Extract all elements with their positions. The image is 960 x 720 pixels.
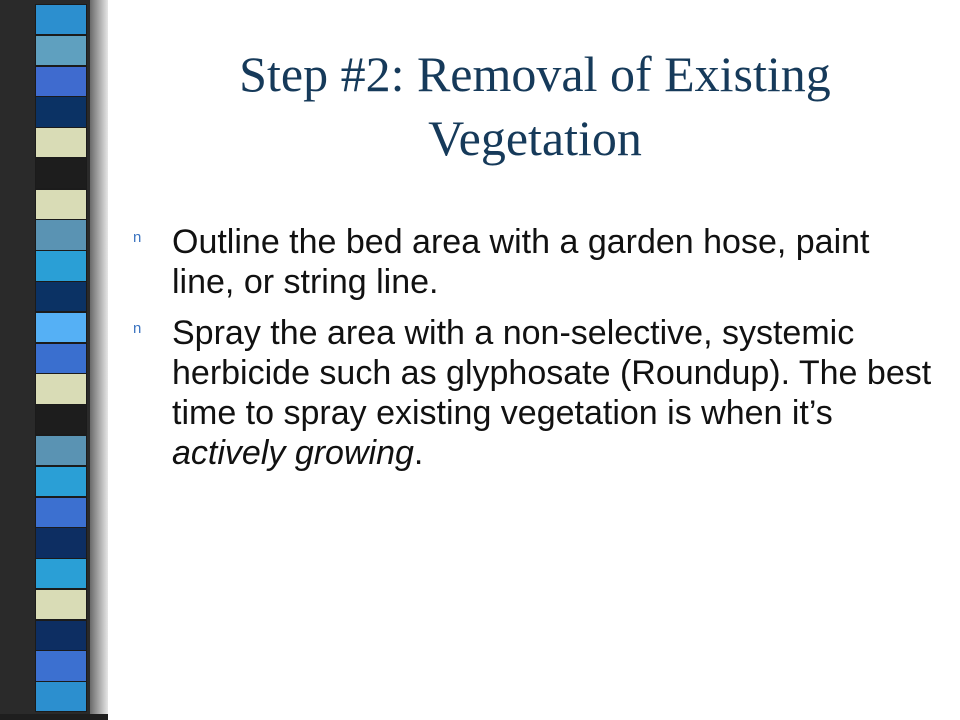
stripe-block (35, 404, 87, 435)
stripe-block (35, 35, 87, 66)
stripe-block (35, 312, 87, 343)
bullet-text: Spray the area with a non-selective, systemic herbicide such as glyphosate (Roundup). The best time to spray existing vegetation is when it’s (172, 314, 932, 432)
slide-title-line-2: Vegetation (428, 110, 642, 166)
stripe-block (35, 650, 87, 681)
bullet-marker: n (133, 229, 142, 246)
stripe-block (35, 250, 87, 281)
stripe-block (35, 158, 87, 189)
stripe-block (35, 189, 87, 220)
bullet-item (133, 313, 933, 473)
bullet-list (133, 222, 933, 484)
stripe-block (35, 620, 87, 651)
stripe-bar-shadow (90, 0, 108, 720)
stripe-block (35, 527, 87, 558)
stripe-block (35, 466, 87, 497)
slide-title-line-1: Step #2: Removal of Existing (239, 46, 831, 102)
stripe-block (35, 281, 87, 312)
stripe-block (35, 373, 87, 404)
stripe-block (35, 4, 87, 35)
stripe-block (35, 96, 87, 127)
stripe-block (35, 589, 87, 620)
stripe-block (35, 435, 87, 466)
stripe-block (35, 681, 87, 712)
bullet-item (133, 222, 933, 302)
decorative-stripe-bar (0, 0, 108, 720)
stripe-block (35, 558, 87, 589)
stripe-block (35, 219, 87, 250)
stripe-block (35, 66, 87, 97)
stripe-block (35, 497, 87, 528)
bullet-text: Outline the bed area with a garden hose, paint line, or string line. (172, 223, 870, 301)
stripe-block (35, 343, 87, 374)
slide-title (150, 42, 920, 170)
bullet-text-end: . (413, 434, 424, 472)
stripe-bar-bottom (0, 714, 108, 720)
bullet-marker: n (133, 320, 142, 337)
bullet-text-emphasis: actively growing (172, 434, 414, 472)
stripe-block (35, 127, 87, 158)
